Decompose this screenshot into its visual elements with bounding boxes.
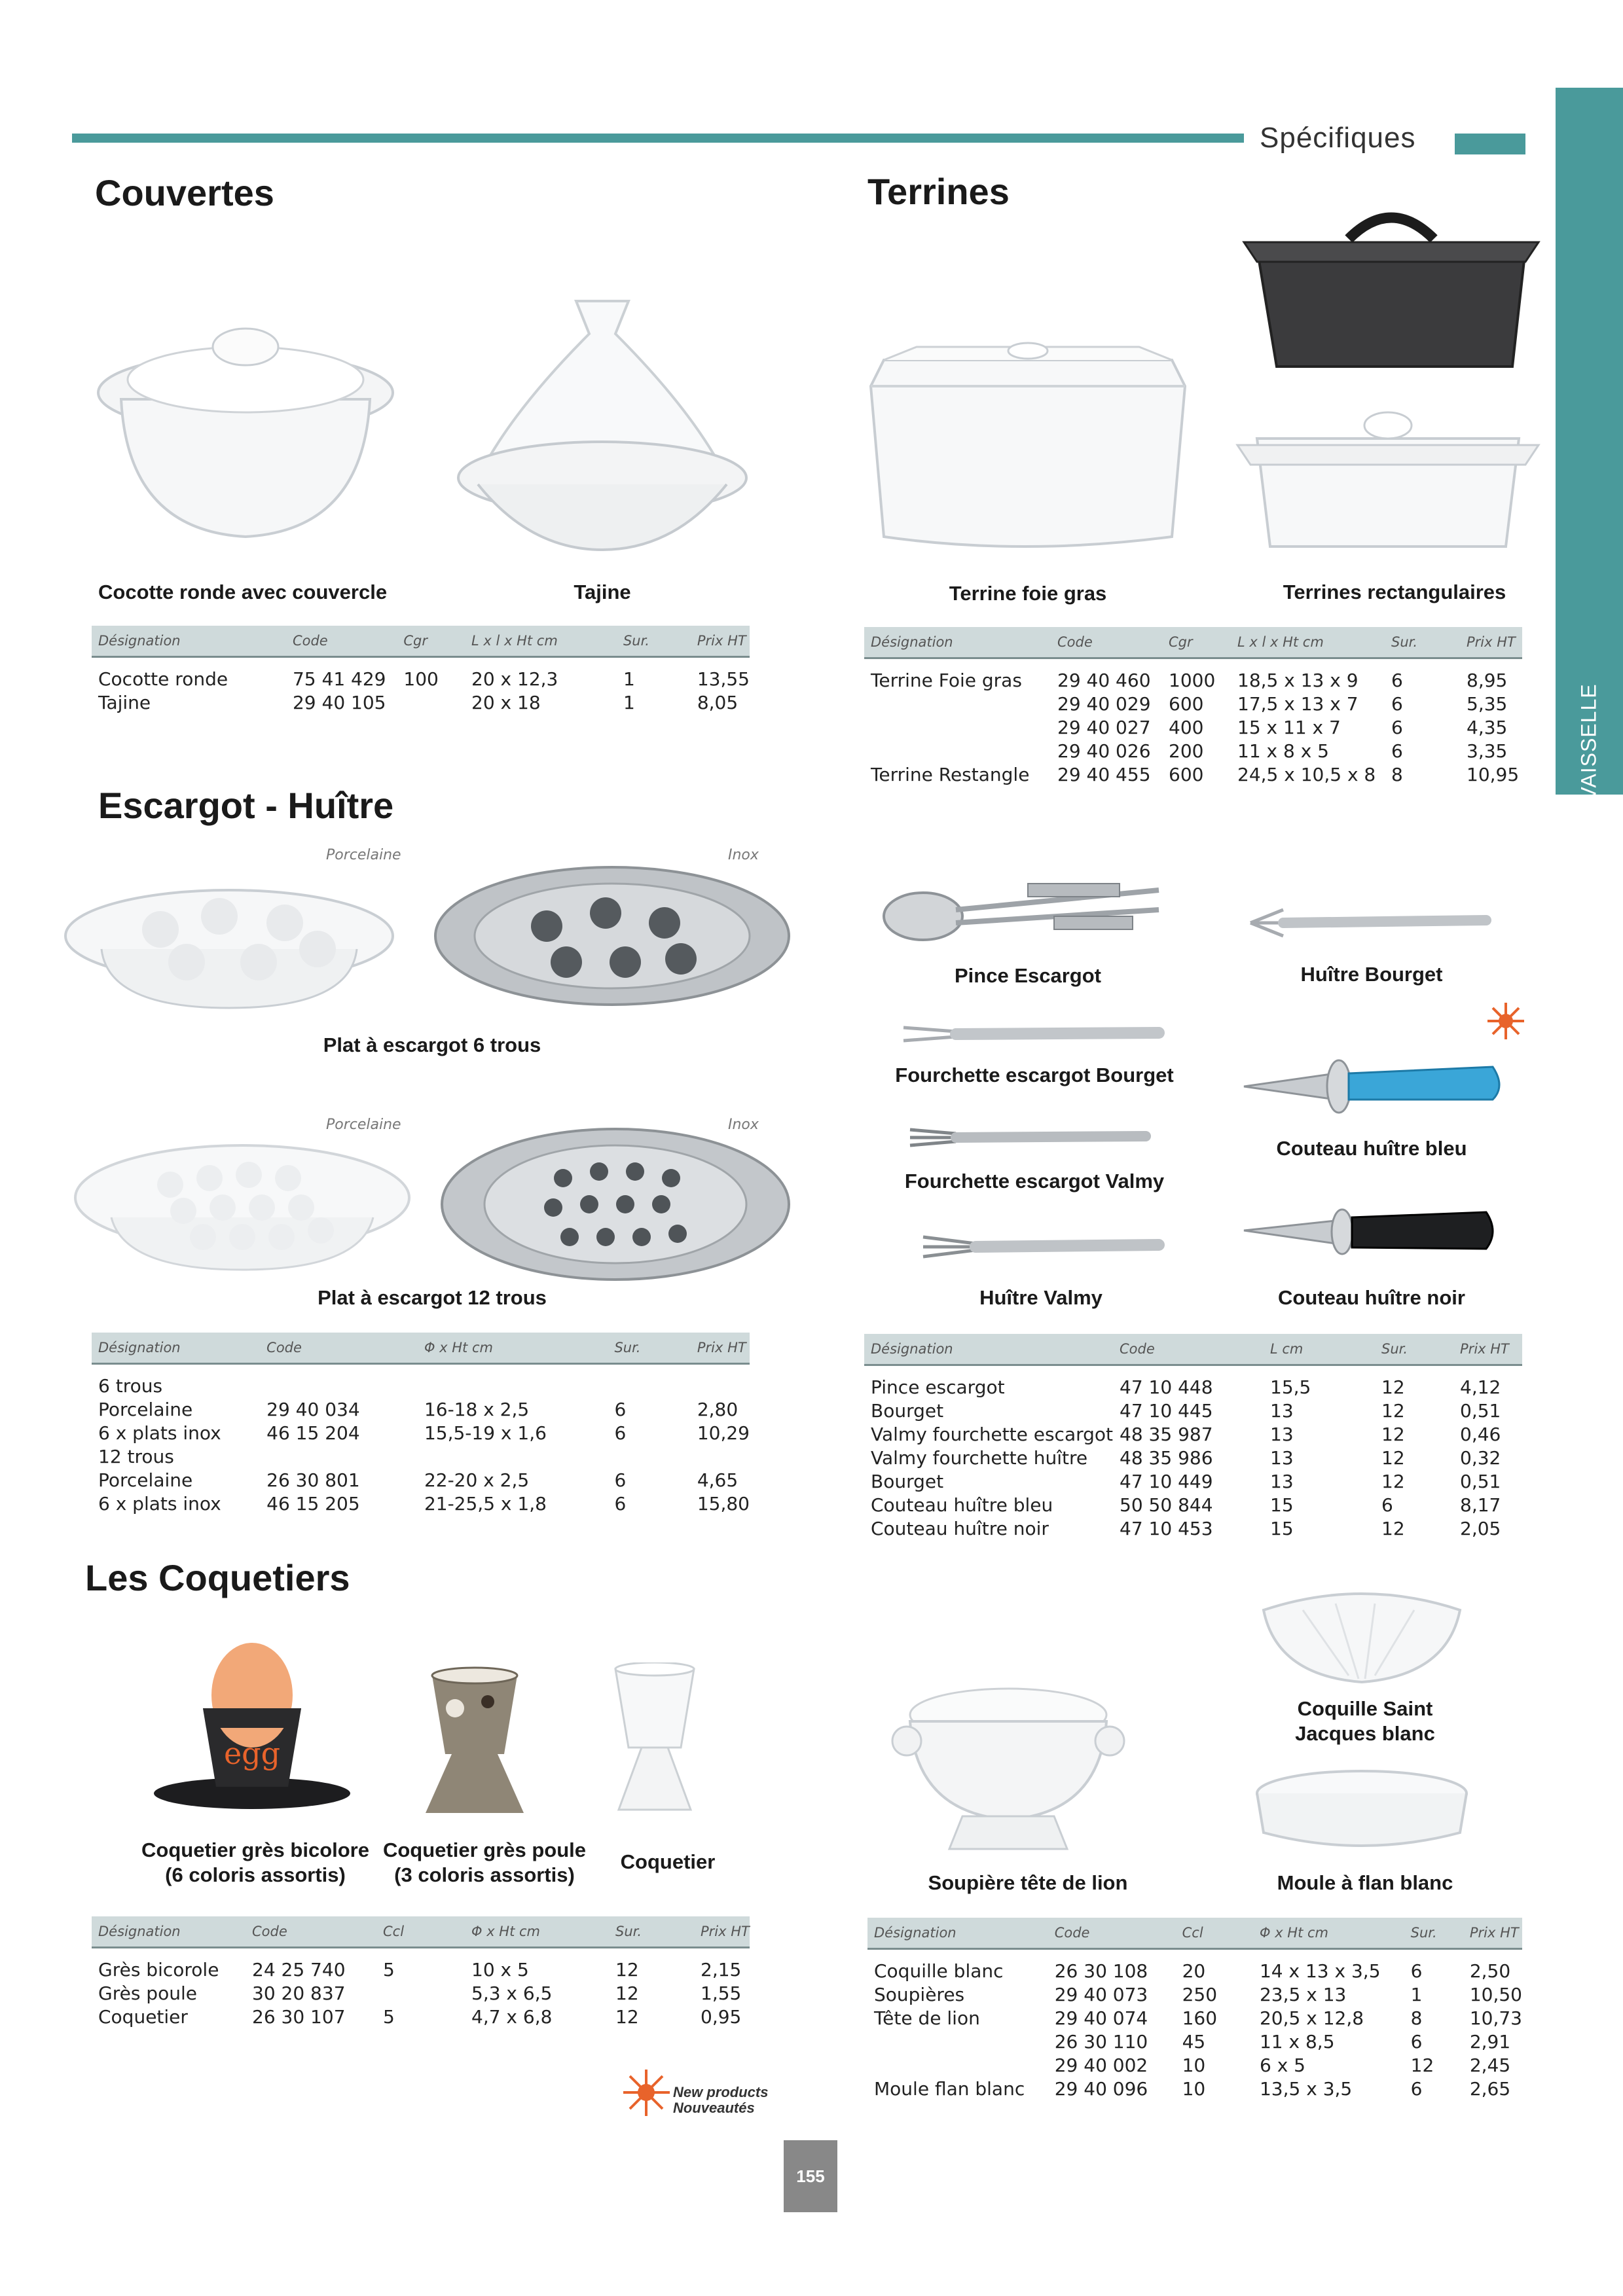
cell: 12 [1381,1517,1405,1539]
cell: 12 [1381,1423,1405,1445]
cell: 4,7 x 6,8 [471,2005,553,2028]
coquetiers-title: Les Coquetiers [85,1557,350,1598]
table-row [864,1446,1522,1469]
cell [864,739,1051,762]
cell: 12 [1410,2054,1434,2076]
table-row [864,1422,1522,1446]
caption-coquetier-poule: Coquetier grès poule (3 coloris assortis) [382,1839,587,1886]
cell: 12 [615,1958,639,1981]
terrine-black-image [1237,203,1545,380]
escargot-table [92,1333,750,1515]
cell: 11 x 8,5 [1259,2030,1335,2053]
cell [608,1364,690,1398]
cell: 4,65 [697,1469,739,1491]
cell: 0,51 [1460,1399,1501,1422]
cell: 2,91 [1469,2030,1511,2053]
coquetiers-table [92,1916,750,2028]
cell: Coquille blanc [874,1960,1004,1982]
cell: 16-18 x 2,5 [424,1398,530,1420]
th: Désignation [864,1334,1113,1365]
plat-inox-12-image [439,1119,792,1289]
cell: 6 [614,1422,627,1444]
cell: 10 [1182,2054,1206,2076]
cell: 5,35 [1467,692,1508,715]
cell: 600 [1169,692,1204,715]
cell: Tête de lion [874,2007,980,2029]
utensils-table [864,1334,1522,1540]
th: Sur. [1375,1334,1453,1365]
plat-inox-6-image [432,864,792,1014]
cell: 8,17 [1460,1494,1501,1516]
pince-escargot-image [877,870,1178,949]
th: Sur. [609,1916,694,1948]
caption-plat-12: Plat à escargot 12 trous [318,1286,547,1309]
table-row [92,1468,750,1492]
cell [864,692,1051,715]
th: Code [286,626,397,657]
th: L cm [1264,1334,1375,1365]
cell: 15 [1270,1494,1294,1516]
th: Code [260,1333,418,1364]
tajine-image [452,281,753,556]
table-row [864,739,1522,762]
th: Prix HT [1460,627,1522,658]
cell: 6 [1391,716,1403,738]
cell: 20 [1182,1960,1206,1982]
cell: 30 20 837 [252,1982,346,2004]
cell: 2,05 [1460,1517,1501,1539]
table-row [864,715,1522,739]
caption-tajine: Tajine [574,581,631,603]
terrine-foie-gras-image [858,340,1198,563]
cell: 100 [403,668,439,690]
th: Sur. [1404,1918,1463,1949]
table-row [867,2030,1522,2053]
cell: 29 40 074 [1054,2007,1148,2029]
cell: 250 [1182,1983,1218,2005]
couvertes-table [92,626,750,714]
caption-couteau-noir: Couteau huître noir [1278,1286,1465,1309]
new-star-icon [1486,1001,1525,1041]
cell [418,1444,608,1468]
cell: 10 x 5 [471,1958,529,1981]
cell: Valmy fourchette huître [871,1446,1088,1469]
coquetier-blanc-image [609,1662,701,1820]
cell: 48 35 986 [1120,1446,1213,1469]
cell [691,1364,750,1398]
cell: 50 50 844 [1120,1494,1213,1516]
couteau-bleu-image [1237,1047,1506,1119]
caption-huitre-bourget: Huître Bourget [1300,963,1443,986]
soupieres-table [867,1918,1522,2100]
new-products-star-icon [622,2068,671,2117]
table-row [864,1399,1522,1422]
cell: 46 15 204 [266,1422,360,1444]
th: Φ x Ht cm [418,1333,608,1364]
caption-cocotte: Cocotte ronde avec couvercle [98,581,388,603]
terrines-table [864,627,1522,786]
coquille-image [1250,1584,1473,1689]
th: Désignation [867,1918,1048,1949]
cell: 13 [1270,1423,1294,1445]
moule-flan-image [1250,1767,1473,1859]
cell: 12 [1381,1399,1405,1422]
th: Prix HT [691,626,750,657]
cell: 5 [383,2005,395,2028]
table-row [867,2053,1522,2077]
table-row [867,2006,1522,2030]
cell: 17,5 x 13 x 7 [1237,692,1359,715]
cell: 12 trous [98,1445,174,1467]
cell: 12 [615,2005,639,2028]
table-row [92,1364,750,1398]
tag-inox: Inox [728,847,759,863]
side-tab[interactable] [1556,88,1623,801]
cell [418,1364,608,1398]
soupiere-image [890,1676,1126,1859]
cell: 12 [1381,1446,1405,1469]
cell [691,1444,750,1468]
cell: 12 [1381,1470,1405,1492]
cell: Couteau huître noir [871,1517,1049,1539]
terrines-title: Terrines [867,171,1010,212]
cell: 20 x 18 [471,691,541,713]
cell [260,1364,418,1398]
th: Désignation [92,1333,260,1364]
cell: 29 40 105 [292,691,386,713]
cell: Tajine [98,691,151,713]
cell: 15,80 [697,1492,750,1515]
caption-terrine-foie-gras: Terrine foie gras [949,582,1107,605]
th: Code [1051,627,1162,658]
cell: 20 x 12,3 [471,668,558,690]
caption-coquille: Coquille Saint Jacques blanc [1295,1697,1435,1745]
cell: 29 40 027 [1057,716,1151,738]
caption-plat-6: Plat à escargot 6 trous [323,1033,541,1056]
cell: 1 [623,691,635,713]
cell: 1,55 [701,1982,742,2004]
th: L x l x Ht cm [1231,627,1385,658]
cell: 0,46 [1460,1423,1501,1445]
cell: 29 40 455 [1057,763,1151,785]
cell: 6 [1381,1494,1393,1516]
th: Prix HT [691,1333,750,1364]
cell: 47 10 453 [1120,1517,1213,1539]
cell: 13 [1270,1470,1294,1492]
cell: 15 [1270,1517,1294,1539]
cell: 14 x 13 x 3,5 [1259,1960,1381,1982]
cell: 3,35 [1467,740,1508,762]
cell: 47 10 448 [1120,1376,1213,1398]
th: Désignation [92,626,286,657]
cell: 29 40 096 [1054,2077,1148,2100]
fourchette-bourget-image [897,1014,1165,1054]
cell [260,1444,418,1468]
cell: 6 [614,1469,627,1491]
cell: 10,95 [1467,763,1520,785]
coquetier-bicolore-image [151,1630,354,1813]
cell: 10,73 [1469,2007,1522,2029]
table-row [864,762,1522,786]
cell: 13,55 [697,668,750,690]
cell: 6 [1391,669,1403,691]
tag-porcelaine: Porcelaine [326,847,401,863]
th: Désignation [864,627,1051,658]
cell: 400 [1169,716,1204,738]
cell: 15,5 [1270,1376,1311,1398]
cell: 1 [623,668,635,690]
caption-huitre-valmy: Huître Valmy [979,1286,1103,1309]
cell: 200 [1169,740,1204,762]
table-row [92,2005,750,2028]
cell: 6 trous [98,1374,163,1397]
th: Ccl [1176,1918,1253,1949]
cell: 8 [1410,2007,1423,2029]
table-row [92,1397,750,1421]
escargot-title: Escargot - Huître [98,785,394,826]
table-row [864,1493,1522,1516]
th: Cgr [397,626,465,657]
cell: Bourget [871,1470,944,1492]
cell: 11 x 8 x 5 [1237,740,1329,762]
cell: Porcelaine [98,1398,193,1420]
cell: 2,15 [701,1958,742,1981]
cell: 600 [1169,763,1204,785]
cell: 24 25 740 [252,1958,346,1981]
cell [867,2053,1048,2077]
cell: 29 40 029 [1057,692,1151,715]
header-rule-accent [1455,134,1525,154]
cell: Moule flan blanc [874,2077,1025,2100]
cell: 6 [1391,740,1403,762]
table-row [864,692,1522,715]
cell: 29 40 026 [1057,740,1151,762]
cell: 8,05 [697,691,739,713]
cell: Pince escargot [871,1376,1005,1398]
cell: 8 [1391,763,1403,785]
header-rule [72,134,1244,143]
cell: Soupières [874,1983,965,2005]
th: Prix HT [1463,1918,1522,1949]
cell: 29 40 034 [266,1398,360,1420]
cell: 6 x plats inox [98,1492,221,1515]
table-row [864,1469,1522,1493]
caption-coquetier: Coquetier [620,1850,716,1873]
cell: 6 [1391,692,1403,715]
cell: Couteau huître bleu [871,1494,1053,1516]
cell: 10 [1182,2077,1206,2100]
cell: 6 [1410,2030,1423,2053]
table-row [92,1948,750,1982]
cell: Valmy fourchette escargot [871,1423,1114,1445]
fourchette-valmy-image [903,1118,1152,1157]
cell [608,1444,690,1468]
cell: 22-20 x 2,5 [424,1469,530,1491]
cell: 1000 [1169,669,1216,691]
cell: 13 [1270,1446,1294,1469]
caption-couteau-bleu: Couteau huître bleu [1276,1137,1467,1160]
cell: 29 40 002 [1054,2054,1148,2076]
cell: 12 [1381,1376,1405,1398]
table-row [864,1516,1522,1540]
th: Sur. [617,626,691,657]
cell: Porcelaine [98,1469,193,1491]
huitre-valmy-image [917,1224,1165,1270]
table-row [864,658,1522,692]
section-label: Spécifiques [1260,122,1416,154]
cell: 4,12 [1460,1376,1501,1398]
cell: 2,50 [1469,1960,1511,1982]
cell: 45 [1182,2030,1206,2053]
cell: 15,5-19 x 1,6 [424,1422,547,1444]
cell: 12 [615,1982,639,2004]
th: Code [246,1916,376,1948]
tag-porcelaine-2: Porcelaine [326,1117,401,1133]
caption-pince-escargot: Pince Escargot [955,964,1101,987]
th: Prix HT [694,1916,750,1948]
table-row [92,1444,750,1468]
table-row [867,1949,1522,1983]
th: Sur. [608,1333,690,1364]
cell: 47 10 449 [1120,1470,1213,1492]
cell: 18,5 x 13 x 9 [1237,669,1359,691]
th: Ccl [376,1916,465,1948]
cell: 29 40 073 [1054,1983,1148,2005]
cell: 8,95 [1467,669,1508,691]
plat-porcelaine-6-image [62,870,396,1021]
cell: 15 x 11 x 7 [1237,716,1341,738]
cell: Terrine Foie gras [871,669,1022,691]
th: Code [1048,1918,1176,1949]
cell: 20,5 x 12,8 [1259,2007,1364,2029]
caption-soupiere: Soupière tête de lion [928,1871,1128,1894]
cell: 5,3 x 6,5 [471,1982,553,2004]
new-products-en: New products [673,2084,769,2100]
egg-label: egg [223,1736,281,1771]
huitre-bourget-image [1244,903,1493,942]
th: Φ x Ht cm [465,1916,609,1948]
cell: 48 35 987 [1120,1423,1213,1445]
cell: 26 30 108 [1054,1960,1148,1982]
cell: 4,35 [1467,716,1508,738]
cell: Bourget [871,1399,944,1422]
cell: 6 x 5 [1259,2054,1305,2076]
cell: 13,5 x 3,5 [1259,2077,1353,2100]
cell: 75 41 429 [292,668,386,690]
plat-porcelaine-12-image [72,1132,412,1276]
cell: 1 [1410,1983,1423,2005]
cell: 160 [1182,2007,1218,2029]
new-products-fr: Nouveautés [673,2100,755,2116]
table-row [92,1421,750,1444]
th: Sur. [1385,627,1460,658]
cell: 0,32 [1460,1446,1501,1469]
cell: 6 [1410,2077,1423,2100]
table-row [92,1981,750,2005]
cell: 2,65 [1469,2077,1511,2100]
coquetier-poule-image [419,1662,530,1820]
caption-terrines-rect: Terrines rectangulaires [1283,581,1506,603]
cell: 0,95 [701,2005,742,2028]
page-number: 155 [784,2140,837,2212]
cell: 26 30 801 [266,1469,360,1491]
th: Cgr [1162,627,1231,658]
cell: 6 x plats inox [98,1422,221,1444]
terrine-white-image [1231,399,1545,556]
cell: Grès bicorole [98,1958,219,1981]
cell: 2,45 [1469,2054,1511,2076]
couteau-noir-image [1237,1198,1499,1263]
cell: 26 30 107 [252,2005,346,2028]
cell: 2,80 [697,1398,739,1420]
cell: 24,5 x 10,5 x 8 [1237,763,1376,785]
cell: 23,5 x 13 [1259,1983,1347,2005]
caption-fourchette-valmy: Fourchette escargot Valmy [904,1170,1165,1193]
table-row [867,2077,1522,2100]
cell: Coquetier [98,2005,188,2028]
th: Φ x Ht cm [1253,1918,1404,1949]
table-row [92,691,750,714]
cell: 0,51 [1460,1470,1501,1492]
cell: 26 30 110 [1054,2030,1148,2053]
table-row [864,1365,1522,1399]
cell: Terrine Restangle [871,763,1030,785]
new-products-legend [673,2085,768,2116]
th: Code [1113,1334,1264,1365]
cell: 6 [614,1492,627,1515]
cell: 6 [1410,1960,1423,1982]
cell: 21-25,5 x 1,8 [424,1492,547,1515]
cell: 5 [383,1958,395,1981]
cell: 29 40 460 [1057,669,1151,691]
cell: Grès poule [98,1982,197,2004]
cell [397,691,465,714]
cell: 10,29 [697,1422,750,1444]
caption-moule-flan: Moule à flan blanc [1277,1871,1453,1894]
cell: 6 [614,1398,627,1420]
cell: 46 15 205 [266,1492,360,1515]
table-row [867,1982,1522,2006]
cell [864,715,1051,739]
th: L x l x Ht cm [465,626,617,657]
cell: 13 [1270,1399,1294,1422]
th: Désignation [92,1916,246,1948]
tag-inox-2: Inox [728,1117,759,1133]
caption-coquetier-bicolore: Coquetier grès bicolore (6 coloris assortis) [141,1839,369,1886]
cocotte-image [92,308,399,543]
caption-fourchette-bourget: Fourchette escargot Bourget [895,1064,1174,1086]
cell: 47 10 445 [1120,1399,1213,1422]
table-row [92,1492,750,1515]
cell [867,2030,1048,2053]
cell [376,1981,465,2005]
th: Prix HT [1453,1334,1522,1365]
couvertes-title: Couvertes [95,172,274,213]
table-row [92,657,750,691]
side-tab-label: VAISSELLE [1577,683,1601,801]
cell: 10,50 [1469,1983,1522,2005]
cell: Cocotte ronde [98,668,228,690]
